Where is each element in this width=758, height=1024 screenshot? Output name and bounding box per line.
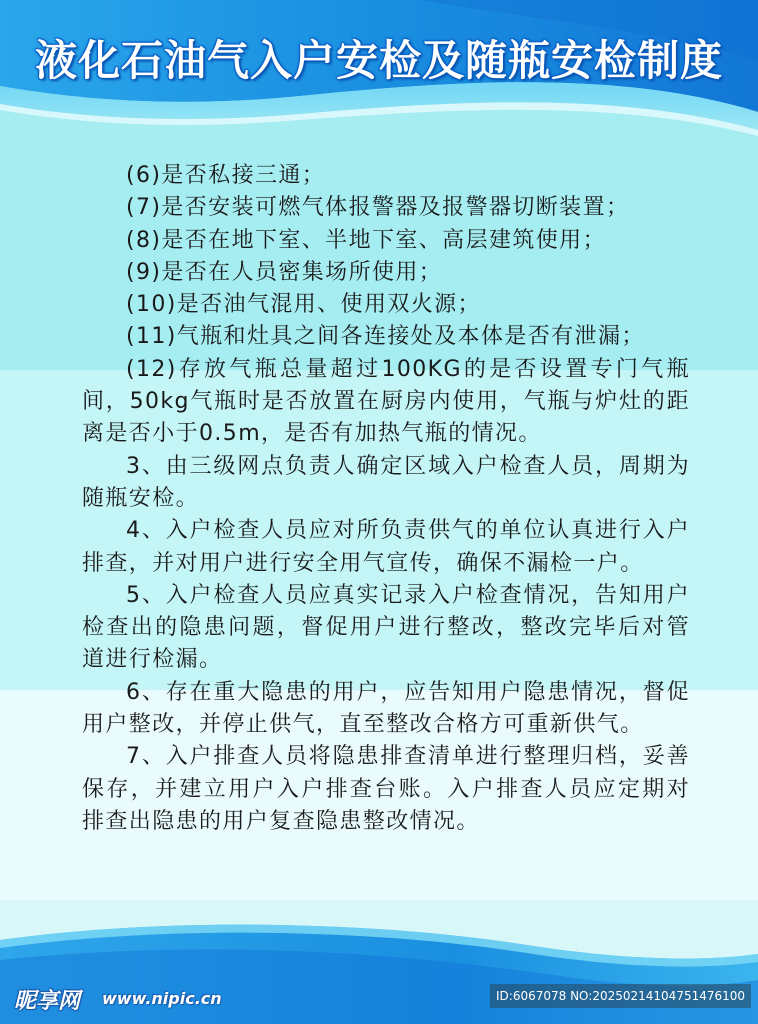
page-title: 液化石油气入户安检及随瓶安检制度 [34,36,723,85]
paragraph: (10)是否油气混用、使用双火源； [126,292,481,318]
paragraph: 3、由三级网点负责人确定区域入户检查人员，周期为随瓶安检。 [82,453,690,511]
watermark-logo: 昵享网 [14,989,81,1014]
paragraph: (7)是否安装可燃气体报警器及报警器切断装置； [126,195,630,221]
paragraph: (9)是否在人员密集场所使用； [126,259,443,285]
paragraph: (11)气瓶和灶具之间各连接处及本体是否有泄漏； [126,324,645,350]
paragraph: 4、入户检查人员应对所负责供气的单位认真进行入户排查，并对用户进行安全用气宣传，确保不漏检一户。 [82,518,690,576]
image-id-label: ID:6067078 NO:20250214104751476100 [490,984,751,1008]
paragraph: 6、存在重大隐患的用户，应告知用户隐患情况，督促用户整改，并停止供气，直至整改合格方可重新供气。 [82,679,690,738]
paragraph: (6)是否私接三通； [126,163,326,188]
paragraph: 5、入户检查人员应真实记录入户检查情况，告知用户检查出的隐患问题，督促用户进行整改，整改完毕后对管道进行检漏。 [82,582,690,673]
paragraph: (12)存放气瓶总量超过100KG的是否设置专门气瓶间，50kg气瓶时是否放置在厨房内使用，气瓶与炉灶的距离是否小于0.5m，是否有加热气瓶的情况。 [82,356,690,447]
paragraph: 7、入户排查人员将隐患排查清单进行整理归档，妥善保存，并建立用户入户排查台账。入户排查人员应定期对排查出隐患的用户复查隐患整改情况。 [82,744,690,834]
watermark-url: www.nipic.cn [102,989,222,1008]
rules-body [82,160,690,838]
paragraph: (8)是否在地下室、半地下室、高层建筑使用； [126,227,606,253]
